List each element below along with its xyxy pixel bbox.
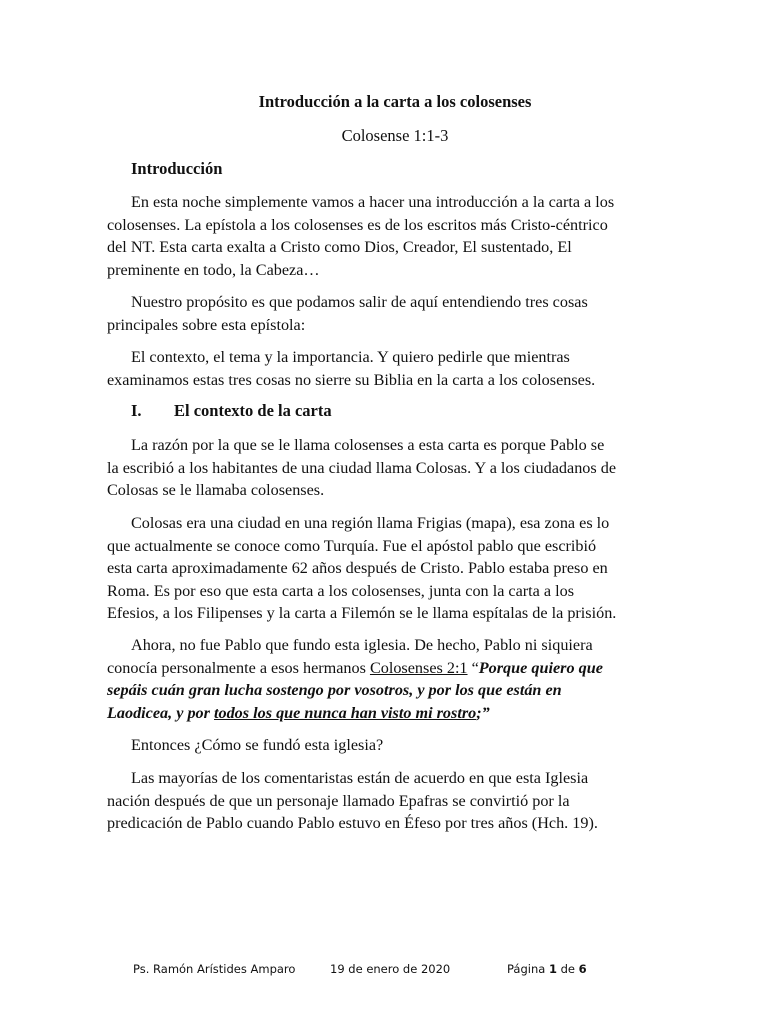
paragraph-line: Nuestro propósito es que podamos salir de aquí entendiendo tres cosas — [131, 293, 588, 311]
paragraph-text: conocía personalmente a esos hermanos — [107, 658, 370, 677]
paragraph-line: Colosas era una ciudad en una región llama Frigias (mapa), esa zona es lo — [131, 514, 610, 532]
page-current: 1 — [548, 962, 557, 976]
paragraph-line: predicación de Pablo cuando Pablo estuvo en Éfeso por tres años (Hch. 19). — [107, 814, 598, 832]
paragraph-line: principales sobre esta epístola: — [107, 315, 306, 334]
paragraph-colosas — [107, 512, 667, 625]
paragraph-line: del NT. Esta carta exalta a Cristo como Dios, Creador, El sustentado, El — [107, 238, 572, 256]
paragraph-line: nación después de que un personaje llamado Epafras se convirtió por la — [107, 791, 570, 810]
scripture-quote: ;” — [476, 703, 490, 722]
paragraph-intro — [107, 191, 667, 281]
scripture-quote-underlined: todos los que nunca han visto mi rostro — [214, 703, 477, 722]
scripture-quote: sepáis cuán gran lucha sostengo por vosotros, y por los que están en — [107, 681, 562, 699]
footer-date: 19 de enero de 2020 — [330, 962, 451, 976]
section-title: El contexto de la carta — [174, 401, 332, 420]
paragraph-line: Entonces ¿Cómo se fundó esta iglesia? — [131, 736, 384, 754]
paragraph-line: Roma. Es por eso que esta carta a los colosenses, junta con la carta a los — [107, 581, 575, 600]
paragraph-line: En esta noche simplemente vamos a hacer una introducción a la carta a los — [131, 193, 615, 211]
document-subtitle: Colosense 1:1-3 — [341, 126, 449, 145]
paragraph-name-reason — [107, 434, 667, 502]
footer-author: Ps. Ramón Arístides Amparo — [133, 962, 296, 976]
paragraph-line: examinamos estas tres cosas no sierre su Biblia en la carta a los colosenses. — [107, 370, 596, 389]
document-title: Introducción a la carta a los colosenses — [258, 92, 532, 111]
paragraph-line: Ahora, no fue Pablo que fundo esta iglesia. De hecho, Pablo ni siquiera — [131, 636, 593, 654]
page-of: de — [560, 962, 575, 976]
paragraph-purpose — [107, 291, 667, 336]
scripture-quote: Laodicea, y por — [107, 703, 214, 722]
paragraph-commentators — [107, 767, 667, 835]
paragraph-question — [107, 734, 667, 757]
page-total: 6 — [578, 962, 587, 976]
paragraph-line: Efesios, a los Filipenses y la carta a Filemón se le llama espítalas de la prisión. — [107, 604, 617, 622]
scripture-quote: Porque quiero que — [478, 658, 603, 677]
paragraph-line: La razón por la que se le llama colosenses a esta carta es porque Pablo se — [131, 436, 605, 454]
paragraph-line: que actualmente se conoce como Turquía. Fue el apóstol pablo que escribió — [107, 536, 597, 555]
paragraph-line: preminente en todo, la Cabeza… — [107, 260, 320, 279]
paragraph-line: Colosas se le llamaba colosenses. — [107, 481, 325, 499]
section-number: I. — [131, 401, 142, 420]
intro-heading: Introducción — [131, 159, 223, 178]
footer-page-number — [507, 962, 587, 976]
page-label: Página — [507, 962, 546, 976]
quote-mark: “ — [467, 658, 479, 677]
paragraph-line: Las mayorías de los comentaristas están de acuerdo en que esta Iglesia — [131, 769, 589, 787]
paragraph-points — [107, 346, 667, 391]
scripture-reference: Colosenses 2:1 — [369, 658, 468, 677]
paragraph-line: El contexto, el tema y la importancia. Y quiero pedirle que mientras — [131, 348, 570, 366]
paragraph-line: la escribió a los habitantes de una ciudad llama Colosas. Y a los ciudadanos de — [107, 458, 617, 477]
paragraph-line: colosenses. La epístola a los colosenses es de los escritos más Cristo-céntrico — [107, 215, 608, 234]
paragraph-line: esta carta aproximadamente 62 años después de Cristo. Pablo estaba preso en — [107, 559, 608, 577]
paragraph-founding — [107, 634, 667, 724]
